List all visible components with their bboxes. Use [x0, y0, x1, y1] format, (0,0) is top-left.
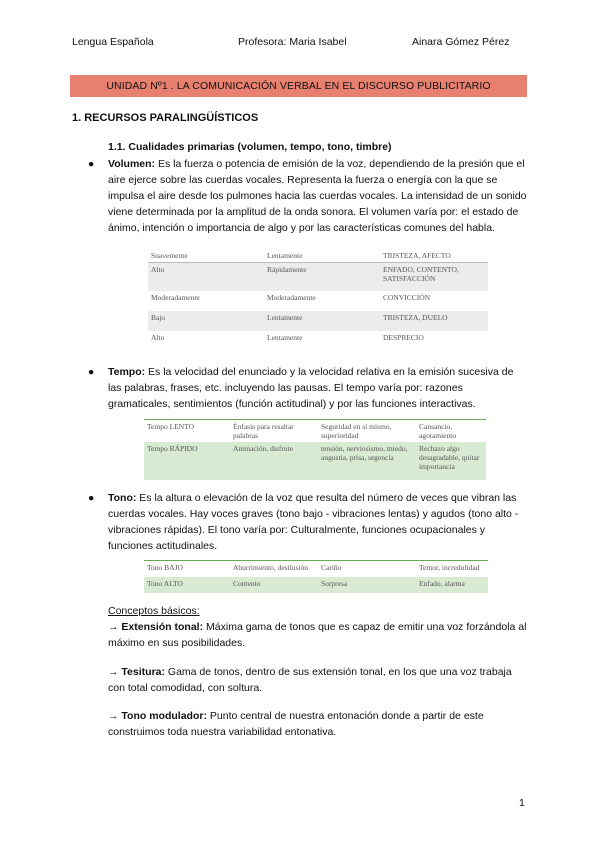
- volumen-text: Es la fuerza o potencia de emisión de la voz, dependiendo de la presión que el aire ejerce sobre las cuerdas vocales. Representa la fuerza o energía con la que se impulsa el aire desde los pulmones hacia las cuerdas vocales. La intensidad de un sonido viene determinada por la amplitud de la onda sonora. El volumen varía por: el estado de ánimo, intención o importancia de algo y por las características comunes del habla.: [108, 158, 527, 234]
- table-cell: Tempo RÁPIDO: [147, 444, 198, 453]
- table-cell: Lentamente: [267, 251, 303, 260]
- table-cell: Alto: [151, 265, 165, 274]
- bullet-icon: ●: [88, 492, 95, 504]
- table-row: [148, 311, 488, 331]
- header-teacher: Profesora: Maria Isabel: [238, 36, 347, 48]
- table-cell: Lentamente: [267, 312, 303, 322]
- bullet-icon: ●: [88, 366, 95, 378]
- table-cell: Temor, incredulidad: [416, 561, 488, 577]
- arrow-icon: →: [108, 666, 122, 678]
- table-cell: Alto: [151, 332, 165, 342]
- table-cell: Sorpresa: [321, 578, 348, 588]
- table-cell: Aburrimiento, desilusión: [230, 561, 318, 577]
- arrow-icon: →: [108, 621, 122, 633]
- page-number: 1: [519, 797, 525, 809]
- table-row: [144, 442, 486, 480]
- table-cell: Rechazo algo desagradable, quitar importancia: [419, 444, 480, 471]
- table-cell: DESPRECIO: [383, 332, 424, 342]
- tempo-table: [144, 419, 486, 480]
- table-cell: tensión, nerviosismo, miedo, angustia, prisa, urgencia: [321, 444, 408, 462]
- concept-term: Extensión tonal:: [121, 621, 204, 633]
- tempo-term: Tempo:: [108, 366, 146, 378]
- unit-title: UNIDAD Nº1 . LA COMUNICACIÓN VERBAL EN EL DISCURSO PUBLICITARIO: [106, 80, 491, 92]
- table-row: [148, 249, 488, 263]
- tono-paragraph: [108, 490, 528, 554]
- concept-term: Tesitura:: [121, 666, 165, 678]
- table-cell: TRISTEZA, AFECTO: [383, 251, 451, 260]
- concept-tesitura: [108, 664, 528, 696]
- table-row: [148, 263, 488, 291]
- table-cell: Cansancio, agotamiento: [416, 420, 486, 443]
- concepts-heading: Conceptos básicos:: [108, 605, 200, 617]
- concept-tono-modulador: [108, 708, 528, 740]
- table-cell: Tempo LENTO: [144, 420, 230, 443]
- table-cell: Animación, disfrute: [233, 444, 293, 453]
- table-cell: Moderadamente: [151, 292, 200, 302]
- volumen-term: Volumen:: [108, 158, 156, 170]
- table-cell: ENFADO, CONTENTO, SATISFACCIÓN: [383, 265, 459, 283]
- tempo-text: Es la velocidad del enunciado y la velocidad relativa en la emisión sucesiva de las palabras, frases, etc. incluyendo las pausas. El tempo varía por: razones gramaticales, sentimientos (función actitudinal) y por las funciones interactivas.: [108, 366, 514, 410]
- table-cell: Contento: [233, 578, 261, 588]
- table-row: [144, 577, 488, 593]
- concept-term: Tono modulador:: [121, 710, 207, 722]
- section-title: 1. RECURSOS PARALINGÜÍSTICOS: [72, 112, 259, 124]
- table-row: [148, 291, 488, 311]
- table-cell: Tono ALTO: [147, 578, 183, 588]
- table-row: [148, 331, 488, 345]
- table-cell: Enfado, alarma: [419, 578, 465, 588]
- table-cell: CONVICCIÓN: [383, 292, 431, 302]
- tempo-paragraph: [108, 364, 528, 412]
- tono-table: [144, 560, 488, 593]
- table-cell: Lentamente: [267, 332, 303, 342]
- arrow-icon: →: [108, 710, 122, 722]
- unit-title-box: [70, 75, 527, 97]
- table-cell: Bajo: [151, 312, 166, 322]
- table-cell: Énfasis para resaltar palabras: [230, 420, 318, 443]
- table-cell: Tono BAJO: [144, 561, 230, 577]
- concept-text: Máxima gama de tonos que es capaz de emitir una voz forzándola al máximo en sus posibilidades.: [108, 621, 527, 649]
- table-cell: Rápidamente: [267, 265, 307, 274]
- concept-text: Gama de tonos, dentro de sus extensión tonal, en los que una voz trabaja con total comodidad, con soltura.: [108, 666, 512, 694]
- table-row: [144, 561, 488, 577]
- table-row: [144, 420, 486, 443]
- table-cell: Cariño: [318, 561, 416, 577]
- table-cell: Moderadamente: [267, 292, 316, 302]
- table-cell: Seguridad en sí mismo, superioridad: [318, 420, 416, 443]
- header-subject: Lengua Española: [72, 36, 154, 48]
- table-cell: TRISTEZA, DUELO: [383, 312, 448, 322]
- tono-text: Es la altura o elevación de la voz que resulta del número de veces que vibran las cuerdas vocales. Hay voces graves (tono bajo - vibraciones lentas) y agudos (tono alto - vibraciones rápidas). El tono varía por: Culturalmente, funciones ocupacionales y funciones actitudinales.: [108, 492, 519, 552]
- bullet-icon: ●: [88, 158, 95, 170]
- subsection-title: 1.1. Cualidades primarias (volumen, tempo, tono, timbre): [108, 141, 392, 153]
- header-student: Ainara Gómez Pérez: [412, 36, 510, 48]
- table-cell: Suavemente: [151, 251, 188, 260]
- tono-term: Tono:: [108, 492, 137, 504]
- volumen-table: [148, 249, 488, 345]
- concept-text: Punto central de nuestra entonación donde a partir de este construimos toda nuestra variabilidad entonativa.: [108, 710, 484, 738]
- concept-extension-tonal: [108, 619, 528, 651]
- volumen-paragraph: [108, 156, 528, 236]
